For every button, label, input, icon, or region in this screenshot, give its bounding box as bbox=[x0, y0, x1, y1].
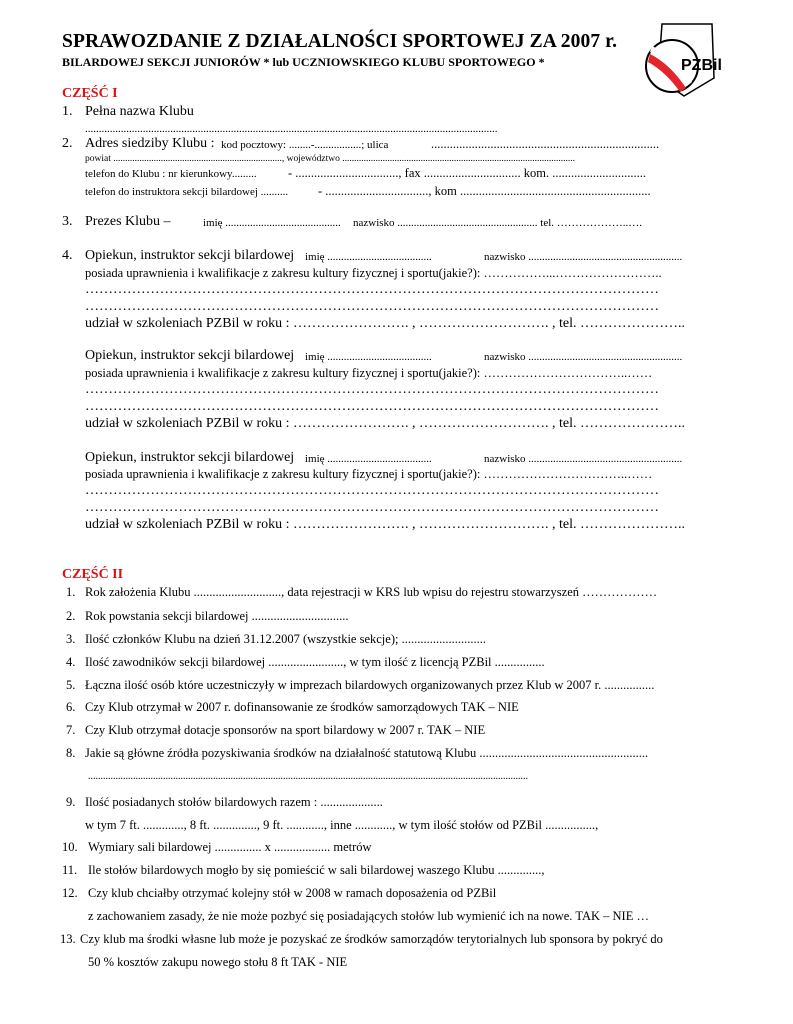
section-heading-part1: CZĘŚĆ I bbox=[62, 86, 118, 101]
q2-club-phone-label[interactable]: telefon do Klubu : nr kierunkowy......... bbox=[85, 168, 257, 180]
q1-input-line[interactable]: ...................................................................................................................................................... bbox=[85, 123, 498, 135]
part2-item-number: 10. bbox=[62, 840, 78, 854]
part2-item-2[interactable]: Rok powstania sekcji bilardowej ............................... bbox=[85, 609, 349, 623]
q3-number: 3. bbox=[62, 214, 73, 229]
instructor-2-qualification-field[interactable]: posiada uprawnienia i kwalifikacje z zakresu kultury fizycznej i sportu(jakie?): ……………………………..…… bbox=[85, 366, 653, 380]
instructor-3-first-name-field[interactable]: imię ...................................... bbox=[305, 453, 432, 465]
instructor-1-training-field[interactable]: udział w szkoleniach PZBil w roku : ……………………. , ………………………. , tel. ………………….. bbox=[85, 316, 686, 331]
instructor-1-dots-line[interactable]: …………………………………………………………………………………………………………… bbox=[85, 282, 659, 297]
part2-item-number: 5. bbox=[66, 678, 76, 692]
instructor-3-label: Opiekun, instruktor sekcji bilardowej bbox=[85, 450, 295, 465]
instructor-3-training-field[interactable]: udział w szkoleniach PZBil w roku : ……………………. , ………………………. , tel. ………………….. bbox=[85, 517, 686, 532]
q2-postal-field[interactable]: kod pocztowy: ........-.................; ulica bbox=[221, 139, 389, 151]
part2-item-8[interactable]: Jakie są główne źródła pozyskiwania środków na działalność statutową Klubu ...................................................... bbox=[85, 746, 649, 760]
q1-label: Pełna nazwa Klubu bbox=[85, 104, 194, 119]
part2-item-1[interactable]: Rok założenia Klubu ............................, data rejestracji w KRS lub wpisu do rejestru stowarzyszeń ……………… bbox=[85, 585, 658, 599]
q2-label: Adres siedziby Klubu : bbox=[85, 136, 215, 151]
part2-item-12-continued[interactable]: z zachowaniem zasady, że nie może pozbyć się posiadających stołów lub wymienić ich na nowe. TAK – NIE … bbox=[88, 909, 649, 923]
part2-item-3[interactable]: Ilość członków Klubu na dzień 31.12.2007 (wszystkie sekcje); ........................... bbox=[85, 632, 486, 646]
part2-item-number: 11. bbox=[62, 863, 78, 877]
instructor-1-dots-line[interactable]: …………………………………………………………………………………………………………… bbox=[85, 299, 659, 314]
instructor-3-qualification-field[interactable]: posiada uprawnienia i kwalifikacje z zakresu kultury fizycznej i sportu(jakie?): ……………………………..…… bbox=[85, 467, 653, 481]
part2-item-13[interactable]: Czy klub ma środki własne lub może je pozyskać ze środków samorządów terytorialnych lub sponsora by pokryć do bbox=[80, 932, 663, 946]
instructor-1-qualification-field[interactable]: posiada uprawnienia i kwalifikacje z zakresu kultury fizycznej i sportu(jakie?): ……………...…………………….. bbox=[85, 266, 662, 280]
part2-item-11[interactable]: Ile stołów bilardowych mogło by się pomieścić w sali bilardowej waszego Klubu .............., bbox=[88, 863, 545, 877]
part2-item-number: 1. bbox=[66, 585, 76, 599]
instructor-2-label: Opiekun, instruktor sekcji bilardowej bbox=[85, 348, 295, 363]
pzbil-logo bbox=[640, 16, 732, 102]
part2-item-number: 6. bbox=[66, 700, 76, 714]
part2-item-9[interactable]: Ilość posiadanych stołów bilardowych razem : .................... bbox=[85, 795, 383, 809]
instructor-3-last-name-field[interactable]: nazwisko ........................................................ bbox=[484, 453, 683, 465]
q2-instructor-phone-field[interactable]: - ................................., kom ............................................................. bbox=[318, 184, 651, 198]
part2-item-9-breakdown[interactable]: w tym 7 ft. ............., 8 ft. .............., 9 ft. ............, inne ............, w tym ilość stołów od PZBil ................, bbox=[85, 818, 599, 832]
part2-item-number: 7. bbox=[66, 723, 76, 737]
instructor-2-dots-line[interactable]: …………………………………………………………………………………………………………… bbox=[85, 399, 659, 414]
part2-item-number: 8. bbox=[66, 746, 76, 760]
instructor-2-training-field[interactable]: udział w szkoleniach PZBil w roku : ……………………. , ………………………. , tel. ………………….. bbox=[85, 416, 686, 431]
part2-item-number: 13. bbox=[60, 932, 76, 946]
q4-number: 4. bbox=[62, 248, 73, 263]
instructor-1-last-name-field[interactable]: nazwisko ........................................................ bbox=[484, 251, 683, 263]
part2-item-10[interactable]: Wymiary sali bilardowej ............... x .................. metrów bbox=[88, 840, 372, 854]
q2-street-field[interactable]: ......................................................................... bbox=[431, 137, 660, 151]
part2-item-number: 3. bbox=[66, 632, 76, 646]
section-heading-part2: CZĘŚĆ II bbox=[62, 567, 124, 582]
instructor-2-last-name-field[interactable]: nazwisko ........................................................ bbox=[484, 351, 683, 363]
instructor-3-dots-line[interactable]: …………………………………………………………………………………………………………… bbox=[85, 500, 659, 515]
part2-item-number: 2. bbox=[66, 609, 76, 623]
q2-instructor-phone-label[interactable]: telefon do instruktora sekcji bilardowej .......... bbox=[85, 186, 289, 198]
part2-item-8-line[interactable]: ................................................................................................................................................................................ bbox=[88, 771, 528, 782]
q2-district-field[interactable]: powiat ......................................................................., województwo .................................................................................................. bbox=[85, 154, 576, 164]
part2-item-number: 4. bbox=[66, 655, 76, 669]
part2-item-12[interactable]: Czy klub chciałby otrzymać kolejny stół w 2008 w ramach doposażenia od PZBil bbox=[88, 886, 497, 900]
svg-text:PZBil: PZBil bbox=[681, 57, 722, 74]
page-title: SPRAWOZDANIE Z DZIAŁALNOŚCI SPORTOWEJ ZA 2007 r. bbox=[62, 31, 618, 52]
instructor-2-dots-line[interactable]: …………………………………………………………………………………………………………… bbox=[85, 382, 659, 397]
instructor-3-dots-line[interactable]: …………………………………………………………………………………………………………… bbox=[85, 483, 659, 498]
q2-club-phone-field[interactable]: - ................................., fax ............................... kom. .............................. bbox=[288, 166, 646, 180]
instructor-1-first-name-field[interactable]: imię ...................................... bbox=[305, 251, 432, 263]
part2-item-number: 9. bbox=[66, 795, 76, 809]
q2-number: 2. bbox=[62, 136, 73, 151]
q3-first-name-field[interactable]: imię .......................................... bbox=[203, 217, 341, 229]
part2-item-5[interactable]: Łączna ilość osób które uczestniczyły w imprezach bilardowych organizowanych przez Klub w 2007 r. ................ bbox=[85, 678, 655, 692]
page-subtitle: BILARDOWEJ SEKCJI JUNIORÓW * lub UCZNIOWSKIEGO KLUBU SPORTOWEGO * bbox=[62, 55, 545, 69]
part2-item-7[interactable]: Czy Klub otrzymał dotacje sponsorów na sport bilardowy w 2007 r. TAK – NIE bbox=[85, 723, 486, 737]
instructor-2-first-name-field[interactable]: imię ...................................... bbox=[305, 351, 432, 363]
q3-label: Prezes Klubu – bbox=[85, 214, 171, 229]
q3-last-name-field[interactable]: nazwisko ................................................... tel. ………………..…. bbox=[353, 217, 643, 229]
instructor-1-label: Opiekun, instruktor sekcji bilardowej bbox=[85, 248, 295, 263]
part2-item-13-continued[interactable]: 50 % kosztów zakupu nowego stołu 8 ft TAK - NIE bbox=[88, 955, 348, 969]
part2-item-4[interactable]: Ilość zawodników sekcji bilardowej ........................, w tym ilość z licencją PZBil ................ bbox=[85, 655, 545, 669]
part2-item-number: 12. bbox=[62, 886, 78, 900]
q1-number: 1. bbox=[62, 104, 73, 119]
part2-item-6[interactable]: Czy Klub otrzymał w 2007 r. dofinansowanie ze środków samorządowych TAK – NIE bbox=[85, 700, 519, 714]
